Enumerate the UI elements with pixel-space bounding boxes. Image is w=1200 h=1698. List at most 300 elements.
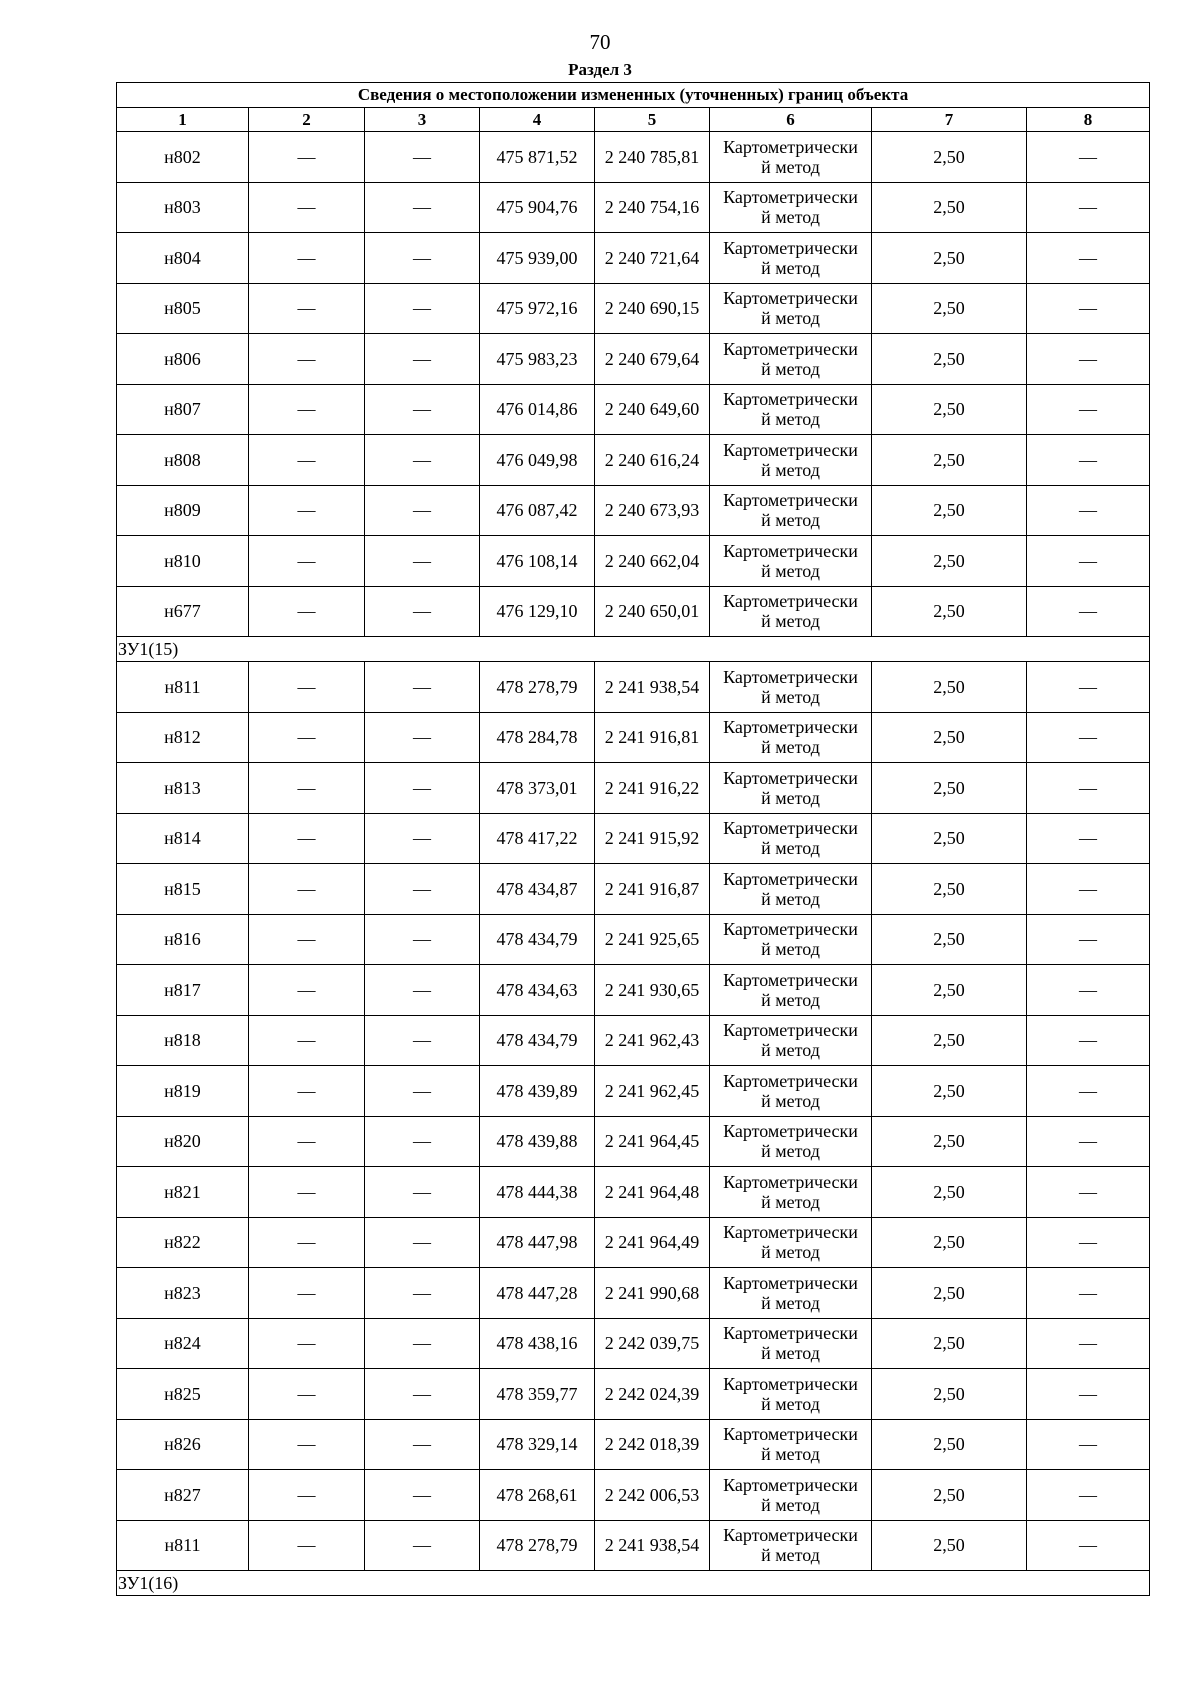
method-line1: Картометрически: [723, 1222, 858, 1243]
coord-y: 2 241 938,54: [595, 1520, 710, 1571]
col3-dash: —: [365, 233, 480, 284]
method-line2: й метод: [761, 308, 820, 329]
method: [710, 1066, 872, 1117]
method-line2: й метод: [761, 1242, 820, 1263]
method-line2: й метод: [761, 207, 820, 228]
col3-dash: —: [365, 182, 480, 233]
coord-y: 2 241 916,87: [595, 864, 710, 915]
point-id: н805: [117, 283, 249, 334]
method-line2: й метод: [761, 989, 820, 1010]
col2-dash: —: [249, 1015, 365, 1066]
method: [710, 813, 872, 864]
table-row: [117, 662, 1150, 713]
col3-dash: —: [365, 763, 480, 814]
method-line1: Картометрически: [723, 969, 858, 990]
col8-dash: —: [1027, 965, 1150, 1016]
col3-dash: —: [365, 485, 480, 536]
coord-y: 2 242 024,39: [595, 1369, 710, 1420]
col3-dash: —: [365, 334, 480, 385]
col3-dash: —: [365, 132, 480, 183]
table-row: [117, 813, 1150, 864]
coord-y: 2 241 938,54: [595, 662, 710, 713]
method: [710, 712, 872, 763]
col2-dash: —: [249, 536, 365, 587]
col2-dash: —: [249, 182, 365, 233]
accuracy: 2,50: [872, 384, 1027, 435]
coord-y: 2 242 006,53: [595, 1470, 710, 1521]
method: [710, 1520, 872, 1571]
method: [710, 1419, 872, 1470]
coord-x: 475 972,16: [480, 283, 595, 334]
coord-x: 476 108,14: [480, 536, 595, 587]
col8-dash: —: [1027, 662, 1150, 713]
coord-y: 2 241 964,48: [595, 1167, 710, 1218]
method-line1: Картометрически: [723, 237, 858, 258]
method-line2: й метод: [761, 1494, 820, 1515]
method-line2: й метод: [761, 787, 820, 808]
method-line1: Картометрически: [723, 666, 858, 687]
col3-dash: —: [365, 384, 480, 435]
col3-dash: —: [365, 1318, 480, 1369]
coord-y: 2 240 721,64: [595, 233, 710, 284]
col8-dash: —: [1027, 1419, 1150, 1470]
column-header: 6: [710, 108, 872, 132]
table-row: [117, 1116, 1150, 1167]
table-row: [117, 485, 1150, 536]
coord-y: 2 241 925,65: [595, 914, 710, 965]
col3-dash: —: [365, 965, 480, 1016]
coord-x: 476 087,42: [480, 485, 595, 536]
coord-x: 478 439,89: [480, 1066, 595, 1117]
coord-x: 478 268,61: [480, 1470, 595, 1521]
method-line1: Картометрически: [723, 818, 858, 839]
accuracy: 2,50: [872, 1470, 1027, 1521]
method-line2: й метод: [761, 358, 820, 379]
table-row: [117, 1318, 1150, 1369]
method-line1: Картометрически: [723, 1020, 858, 1041]
section-row: [117, 637, 1150, 662]
col2-dash: —: [249, 914, 365, 965]
col8-dash: —: [1027, 813, 1150, 864]
col8-dash: —: [1027, 586, 1150, 637]
coord-x: 476 014,86: [480, 384, 595, 435]
method: [710, 1369, 872, 1420]
method-line1: Картометрически: [723, 1474, 858, 1495]
point-id: н825: [117, 1369, 249, 1420]
table-row: [117, 132, 1150, 183]
method-line2: й метод: [761, 686, 820, 707]
table-row: [117, 182, 1150, 233]
col8-dash: —: [1027, 864, 1150, 915]
method-line1: Картометрически: [723, 591, 858, 612]
col2-dash: —: [249, 384, 365, 435]
col3-dash: —: [365, 435, 480, 486]
coord-y: 2 242 018,39: [595, 1419, 710, 1470]
table-row: [117, 1268, 1150, 1319]
section-row: [117, 1571, 1150, 1596]
coord-x: 478 373,01: [480, 763, 595, 814]
method-line1: Картометрически: [723, 1171, 858, 1192]
accuracy: 2,50: [872, 1520, 1027, 1571]
col8-dash: —: [1027, 233, 1150, 284]
point-id: н807: [117, 384, 249, 435]
method: [710, 1217, 872, 1268]
method: [710, 485, 872, 536]
col8-dash: —: [1027, 536, 1150, 587]
table-row: [117, 1066, 1150, 1117]
coord-y: 2 241 990,68: [595, 1268, 710, 1319]
accuracy: 2,50: [872, 1167, 1027, 1218]
accuracy: 2,50: [872, 132, 1027, 183]
col2-dash: —: [249, 132, 365, 183]
col2-dash: —: [249, 1167, 365, 1218]
coord-x: 478 284,78: [480, 712, 595, 763]
col3-dash: —: [365, 1268, 480, 1319]
col2-dash: —: [249, 283, 365, 334]
table-row: [117, 384, 1150, 435]
col8-dash: —: [1027, 1015, 1150, 1066]
method: [710, 435, 872, 486]
point-id: н818: [117, 1015, 249, 1066]
table-row: [117, 1217, 1150, 1268]
method: [710, 536, 872, 587]
table-row: [117, 864, 1150, 915]
accuracy: 2,50: [872, 435, 1027, 486]
method-line1: Картометрически: [723, 490, 858, 511]
table-row: [117, 712, 1150, 763]
accuracy: 2,50: [872, 283, 1027, 334]
accuracy: 2,50: [872, 1015, 1027, 1066]
method: [710, 662, 872, 713]
table-row: [117, 1167, 1150, 1218]
point-id: н824: [117, 1318, 249, 1369]
coord-y: 2 242 039,75: [595, 1318, 710, 1369]
table-row: [117, 914, 1150, 965]
col2-dash: —: [249, 864, 365, 915]
method-line2: й метод: [761, 459, 820, 480]
method-line1: Картометрически: [723, 288, 858, 309]
accuracy: 2,50: [872, 182, 1027, 233]
coord-x: 478 434,79: [480, 914, 595, 965]
method-line1: Картометрически: [723, 868, 858, 889]
coord-y: 2 240 673,93: [595, 485, 710, 536]
method-line2: й метод: [761, 737, 820, 758]
method: [710, 132, 872, 183]
coord-x: 475 904,76: [480, 182, 595, 233]
point-id: н820: [117, 1116, 249, 1167]
table-title: Сведения о местоположении измененных (уточненных) границ объекта: [117, 83, 1150, 108]
method-line2: й метод: [761, 510, 820, 531]
col8-dash: —: [1027, 132, 1150, 183]
column-header: 3: [365, 108, 480, 132]
accuracy: 2,50: [872, 1419, 1027, 1470]
col8-dash: —: [1027, 1167, 1150, 1218]
method: [710, 864, 872, 915]
col8-dash: —: [1027, 763, 1150, 814]
accuracy: 2,50: [872, 485, 1027, 536]
accuracy: 2,50: [872, 1369, 1027, 1420]
coord-y: 2 241 916,22: [595, 763, 710, 814]
col3-dash: —: [365, 712, 480, 763]
column-header: 1: [117, 108, 249, 132]
method-line1: Картометрически: [723, 1070, 858, 1091]
coord-y: 2 241 915,92: [595, 813, 710, 864]
col3-dash: —: [365, 1015, 480, 1066]
coord-y: 2 240 754,16: [595, 182, 710, 233]
accuracy: 2,50: [872, 1268, 1027, 1319]
method: [710, 914, 872, 965]
col8-dash: —: [1027, 712, 1150, 763]
col8-dash: —: [1027, 1116, 1150, 1167]
point-id: н814: [117, 813, 249, 864]
method-line2: й метод: [761, 257, 820, 278]
point-id: н811: [117, 662, 249, 713]
table-row: [117, 1015, 1150, 1066]
col8-dash: —: [1027, 1066, 1150, 1117]
table-row: [117, 965, 1150, 1016]
method-line1: Картометрически: [723, 439, 858, 460]
method-line2: й метод: [761, 1090, 820, 1111]
method: [710, 233, 872, 284]
method-line1: Картометрически: [723, 1121, 858, 1142]
col8-dash: —: [1027, 182, 1150, 233]
coord-y: 2 240 616,24: [595, 435, 710, 486]
method-line2: й метод: [761, 1545, 820, 1566]
col8-dash: —: [1027, 384, 1150, 435]
method-line1: Картометрически: [723, 136, 858, 157]
point-id: н803: [117, 182, 249, 233]
coord-x: 478 278,79: [480, 662, 595, 713]
col3-dash: —: [365, 1116, 480, 1167]
section-label: ЗУ1(16): [117, 1571, 1150, 1596]
section-title: Раздел 3: [568, 60, 632, 79]
col8-dash: —: [1027, 1470, 1150, 1521]
col8-dash: —: [1027, 485, 1150, 536]
accuracy: 2,50: [872, 712, 1027, 763]
coord-x: 476 129,10: [480, 586, 595, 637]
col8-dash: —: [1027, 1520, 1150, 1571]
col3-dash: —: [365, 1369, 480, 1420]
method-line1: Картометрически: [723, 1525, 858, 1546]
accuracy: 2,50: [872, 763, 1027, 814]
coord-y: 2 241 964,49: [595, 1217, 710, 1268]
col3-dash: —: [365, 283, 480, 334]
method-line2: й метод: [761, 1343, 820, 1364]
method-line1: Картометрически: [723, 338, 858, 359]
table-row: [117, 1470, 1150, 1521]
col8-dash: —: [1027, 283, 1150, 334]
accuracy: 2,50: [872, 233, 1027, 284]
accuracy: 2,50: [872, 965, 1027, 1016]
table-title-row: [117, 83, 1150, 108]
col2-dash: —: [249, 435, 365, 486]
col2-dash: —: [249, 1066, 365, 1117]
column-header: 7: [872, 108, 1027, 132]
table-row: [117, 435, 1150, 486]
method-line1: Картометрически: [723, 1424, 858, 1445]
method-line2: й метод: [761, 888, 820, 909]
table-row: [117, 536, 1150, 587]
method-line2: й метод: [761, 156, 820, 177]
accuracy: 2,50: [872, 813, 1027, 864]
method-line1: Картометрически: [723, 187, 858, 208]
method: [710, 334, 872, 385]
coord-y: 2 240 679,64: [595, 334, 710, 385]
coord-x: 478 444,38: [480, 1167, 595, 1218]
col2-dash: —: [249, 763, 365, 814]
accuracy: 2,50: [872, 536, 1027, 587]
coord-x: 478 434,79: [480, 1015, 595, 1066]
col3-dash: —: [365, 1167, 480, 1218]
accuracy: 2,50: [872, 1318, 1027, 1369]
col3-dash: —: [365, 662, 480, 713]
col2-dash: —: [249, 586, 365, 637]
point-id: н810: [117, 536, 249, 587]
accuracy: 2,50: [872, 586, 1027, 637]
point-id: н817: [117, 965, 249, 1016]
col8-dash: —: [1027, 1318, 1150, 1369]
method: [710, 965, 872, 1016]
coord-x: 476 049,98: [480, 435, 595, 486]
coord-x: 478 278,79: [480, 1520, 595, 1571]
method-line1: Картометрически: [723, 767, 858, 788]
coord-x: 478 447,98: [480, 1217, 595, 1268]
coord-y: 2 240 649,60: [595, 384, 710, 435]
coord-y: 2 240 662,04: [595, 536, 710, 587]
accuracy: 2,50: [872, 914, 1027, 965]
table-header-row: [117, 108, 1150, 132]
coord-x: 478 359,77: [480, 1369, 595, 1420]
coord-y: 2 241 916,81: [595, 712, 710, 763]
col2-dash: —: [249, 1116, 365, 1167]
column-header: 8: [1027, 108, 1150, 132]
coord-y: 2 241 964,45: [595, 1116, 710, 1167]
point-id: н822: [117, 1217, 249, 1268]
method: [710, 1167, 872, 1218]
point-id: н802: [117, 132, 249, 183]
col3-dash: —: [365, 586, 480, 637]
point-id: н677: [117, 586, 249, 637]
section-label: ЗУ1(15): [117, 637, 1150, 662]
coord-y: 2 240 785,81: [595, 132, 710, 183]
table-row: [117, 1419, 1150, 1470]
point-id: н812: [117, 712, 249, 763]
col3-dash: —: [365, 813, 480, 864]
col3-dash: —: [365, 1419, 480, 1470]
col2-dash: —: [249, 334, 365, 385]
point-id: н813: [117, 763, 249, 814]
accuracy: 2,50: [872, 1116, 1027, 1167]
col2-dash: —: [249, 965, 365, 1016]
method-line1: Картометрически: [723, 540, 858, 561]
method-line1: Картометрически: [723, 919, 858, 940]
point-id: н808: [117, 435, 249, 486]
col8-dash: —: [1027, 1369, 1150, 1420]
coord-y: 2 241 962,45: [595, 1066, 710, 1117]
accuracy: 2,50: [872, 1217, 1027, 1268]
col8-dash: —: [1027, 334, 1150, 385]
table-row: [117, 763, 1150, 814]
method: [710, 1015, 872, 1066]
method-line2: й метод: [761, 1141, 820, 1162]
method-line2: й метод: [761, 409, 820, 430]
col2-dash: —: [249, 1520, 365, 1571]
method-line2: й метод: [761, 611, 820, 632]
method-line1: Картометрически: [723, 1323, 858, 1344]
col3-dash: —: [365, 914, 480, 965]
point-id: н823: [117, 1268, 249, 1319]
method-line2: й метод: [761, 1292, 820, 1313]
coord-x: 475 871,52: [480, 132, 595, 183]
col3-dash: —: [365, 1066, 480, 1117]
method: [710, 384, 872, 435]
coord-x: 478 434,87: [480, 864, 595, 915]
col2-dash: —: [249, 662, 365, 713]
coord-x: 478 439,88: [480, 1116, 595, 1167]
col8-dash: —: [1027, 1217, 1150, 1268]
method: [710, 1318, 872, 1369]
accuracy: 2,50: [872, 1066, 1027, 1117]
col2-dash: —: [249, 712, 365, 763]
method-line2: й метод: [761, 1191, 820, 1212]
method-line1: Картометрически: [723, 717, 858, 738]
method-line2: й метод: [761, 560, 820, 581]
column-header: 4: [480, 108, 595, 132]
point-id: н815: [117, 864, 249, 915]
point-id: н816: [117, 914, 249, 965]
method: [710, 1470, 872, 1521]
method-line2: й метод: [761, 1393, 820, 1414]
method-line2: й метод: [761, 939, 820, 960]
coord-x: 478 434,63: [480, 965, 595, 1016]
col8-dash: —: [1027, 435, 1150, 486]
col3-dash: —: [365, 1520, 480, 1571]
col3-dash: —: [365, 1470, 480, 1521]
col2-dash: —: [249, 1268, 365, 1319]
coord-x: 475 939,00: [480, 233, 595, 284]
accuracy: 2,50: [872, 334, 1027, 385]
table-row: [117, 1520, 1150, 1571]
coord-x: 478 329,14: [480, 1419, 595, 1470]
method-line2: й метод: [761, 1040, 820, 1061]
col3-dash: —: [365, 864, 480, 915]
col2-dash: —: [249, 1369, 365, 1420]
coord-x: 478 417,22: [480, 813, 595, 864]
col2-dash: —: [249, 813, 365, 864]
col2-dash: —: [249, 1217, 365, 1268]
boundary-table: [116, 82, 1150, 1596]
page-number: 70: [589, 30, 611, 54]
method-line1: Картометрически: [723, 1373, 858, 1394]
col3-dash: —: [365, 1217, 480, 1268]
coord-y: 2 241 962,43: [595, 1015, 710, 1066]
coord-y: 2 240 690,15: [595, 283, 710, 334]
method: [710, 1116, 872, 1167]
table-row: [117, 283, 1150, 334]
method-line2: й метод: [761, 1444, 820, 1465]
col2-dash: —: [249, 233, 365, 284]
point-id: н811: [117, 1520, 249, 1571]
method: [710, 586, 872, 637]
method: [710, 1268, 872, 1319]
point-id: н827: [117, 1470, 249, 1521]
method: [710, 283, 872, 334]
col2-dash: —: [249, 1470, 365, 1521]
table-row: [117, 586, 1150, 637]
col2-dash: —: [249, 1318, 365, 1369]
col2-dash: —: [249, 485, 365, 536]
point-id: н821: [117, 1167, 249, 1218]
